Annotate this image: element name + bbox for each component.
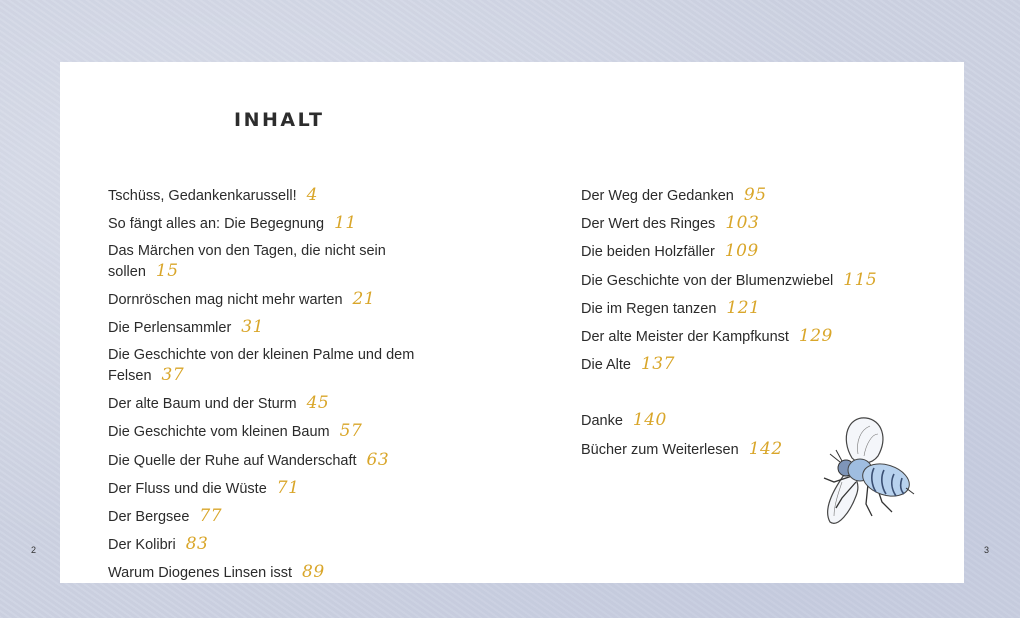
toc-entry-title: Danke bbox=[581, 413, 623, 430]
toc-entry-title: Das Märchen von den Tagen, die nicht sein sollen bbox=[108, 243, 386, 280]
toc-entry-title: Die Geschichte von der kleinen Palme und dem Felsen bbox=[108, 347, 415, 384]
toc-entry-title: Dornröschen mag nicht mehr warten bbox=[108, 292, 343, 309]
folio-right: 3 bbox=[984, 545, 990, 555]
toc-entry-page: 129 bbox=[798, 325, 833, 346]
toc-entry bbox=[108, 563, 428, 584]
toc-entry-title: Die Geschichte von der Blumenzwiebel bbox=[581, 272, 834, 289]
toc-entry bbox=[581, 299, 901, 320]
toc-entry-page: 15 bbox=[155, 260, 179, 281]
toc-entry bbox=[108, 479, 428, 500]
toc-entry bbox=[108, 214, 428, 235]
toc-entry-page: 109 bbox=[724, 241, 759, 262]
toc-entry-page: 142 bbox=[748, 438, 783, 459]
toc-entry-title: Die Quelle der Ruhe auf Wanderschaft bbox=[108, 452, 357, 469]
toc-entry-page: 103 bbox=[725, 213, 760, 234]
toc-entry bbox=[108, 507, 428, 528]
toc-entry bbox=[108, 451, 428, 472]
toc-entry-title: Die beiden Holzfäller bbox=[581, 244, 715, 261]
toc-entry-title: Die Geschichte vom kleinen Baum bbox=[108, 424, 330, 441]
toc-entry bbox=[108, 186, 428, 207]
toc-entry-page: 83 bbox=[185, 534, 209, 555]
toc-entry-title: Der alte Baum und der Sturm bbox=[108, 396, 297, 413]
toc-entry-title: Warum Diogenes Linsen isst bbox=[108, 565, 293, 582]
toc-entry bbox=[581, 242, 901, 263]
toc-entry-title: Der Bergsee bbox=[108, 508, 190, 525]
toc-entry-page: 95 bbox=[743, 185, 767, 205]
toc-entry bbox=[581, 214, 901, 235]
toc-entry bbox=[108, 242, 428, 282]
toc-entry bbox=[108, 346, 428, 386]
toc-entry bbox=[108, 394, 428, 415]
toc-entry bbox=[581, 271, 901, 292]
toc-entry-page: 140 bbox=[632, 410, 667, 431]
toc-entry-page: 37 bbox=[161, 364, 185, 385]
toc-entry-page: 57 bbox=[339, 421, 363, 442]
toc-entry-title: Der Weg der Gedanken bbox=[581, 188, 734, 204]
folio-left: 2 bbox=[31, 545, 37, 555]
toc-entry-page: 121 bbox=[726, 297, 761, 318]
toc-entry bbox=[108, 422, 428, 443]
toc-entry-page: 89 bbox=[302, 562, 325, 583]
toc-entry-page: 11 bbox=[334, 213, 357, 234]
bee-icon bbox=[812, 412, 924, 530]
toc-entry-page: 4 bbox=[306, 185, 318, 205]
toc-entry bbox=[581, 327, 901, 348]
toc-entry bbox=[581, 355, 901, 376]
toc-entry bbox=[581, 186, 901, 207]
toc-entry bbox=[108, 535, 428, 556]
toc-entry-page: 21 bbox=[352, 289, 376, 310]
toc-section-gap bbox=[581, 383, 901, 411]
toc-entry-page: 77 bbox=[199, 505, 223, 526]
toc-entry bbox=[108, 318, 428, 339]
toc-entry-page: 115 bbox=[843, 269, 878, 290]
toc-entry-title: Die im Regen tanzen bbox=[581, 300, 717, 317]
toc-entry-title: So fängt alles an: Die Begegnung bbox=[108, 216, 325, 233]
toc-entry-title: Die Alte bbox=[581, 357, 631, 374]
toc-entry-page: 31 bbox=[241, 317, 264, 338]
toc-entry-title: Der Fluss und die Wüste bbox=[108, 480, 267, 497]
toc-entry bbox=[108, 290, 428, 311]
toc-entry-page: 71 bbox=[276, 477, 300, 498]
toc-entry-title: Die Perlensammler bbox=[108, 320, 232, 337]
toc-entry-title: Der Kolibri bbox=[108, 537, 176, 554]
toc-entry-page: 45 bbox=[306, 393, 330, 414]
toc-heading: INHALT bbox=[234, 109, 325, 131]
toc-left-column bbox=[108, 186, 428, 591]
toc-entry-title: Der Wert des Ringes bbox=[581, 216, 716, 233]
toc-entry-title: Bücher zum Weiterlesen bbox=[581, 441, 739, 458]
toc-entry-title: Tschüss, Gedankenkarussell! bbox=[108, 188, 297, 204]
toc-entry-title: Der alte Meister der Kampfkunst bbox=[581, 328, 789, 345]
toc-entry-page: 137 bbox=[640, 354, 675, 375]
toc-entry-page: 63 bbox=[366, 449, 390, 470]
